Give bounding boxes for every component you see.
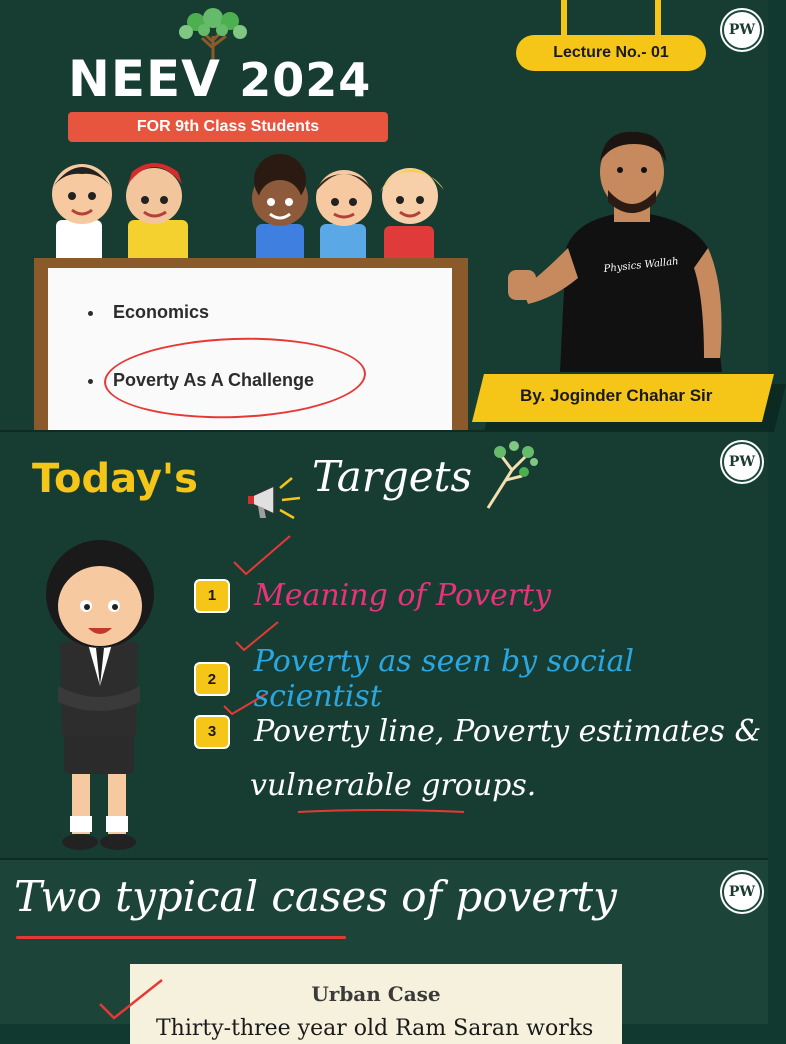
brand-name: NEEV xyxy=(68,50,221,108)
pw-logo: PW xyxy=(722,872,762,912)
topic-label: Poverty As A Challenge xyxy=(113,370,315,390)
kid-4 xyxy=(314,170,374,266)
target-number: 3 xyxy=(194,715,230,749)
brand-title xyxy=(68,50,371,108)
whiteboard xyxy=(34,258,468,432)
targets-slide xyxy=(0,432,768,860)
bullet-icon xyxy=(88,311,93,316)
author-name: By. Joginder Chahar Sir xyxy=(520,386,713,405)
target-item xyxy=(194,644,768,714)
todays-heading: Today's xyxy=(32,456,198,502)
kid-2 xyxy=(126,163,188,266)
title-slide xyxy=(0,0,768,432)
target-item xyxy=(194,578,551,613)
target-text: Poverty as seen by social scientist xyxy=(253,644,634,714)
hanger-right xyxy=(655,0,661,36)
checkmark-icon xyxy=(230,532,294,578)
megaphone-icon xyxy=(246,472,308,524)
teacher-photo xyxy=(508,128,732,372)
checkmark-icon xyxy=(96,978,166,1024)
whiteboard-surface xyxy=(48,268,452,432)
bullet-icon xyxy=(88,379,93,384)
topic-item xyxy=(88,302,209,323)
pw-logo: PW xyxy=(722,442,762,482)
hanger-left xyxy=(561,0,567,36)
target-text: Meaning of Poverty xyxy=(254,578,552,613)
sapling-icon xyxy=(478,440,540,510)
topic-label: Economics xyxy=(113,302,210,322)
shirt-logo: Physics Wallah xyxy=(603,256,680,275)
heading-underline xyxy=(16,936,346,939)
underline-annotation xyxy=(296,806,466,816)
target-text-continued: vulnerable groups. xyxy=(250,768,537,803)
kid-5 xyxy=(380,168,444,266)
targets-heading: Targets xyxy=(312,452,473,501)
case-text: Thirty-three year old Ram Saran works xyxy=(156,1016,594,1041)
boy-illustration xyxy=(32,536,168,858)
class-subtitle: FOR 9th Class Students xyxy=(68,112,388,142)
kids-illustration xyxy=(24,150,464,266)
urban-case-box xyxy=(130,964,622,1044)
pw-logo: PW xyxy=(722,10,762,50)
lecture-number-badge: Lecture No.- 01 xyxy=(516,35,706,71)
target-item xyxy=(194,714,761,749)
cases-slide xyxy=(0,860,768,1041)
target-number: 2 xyxy=(194,662,230,696)
annotation-circle xyxy=(103,333,368,422)
target-number: 1 xyxy=(194,579,230,613)
kid-1 xyxy=(52,164,112,266)
kid-3 xyxy=(252,154,308,266)
brand-year: 2024 xyxy=(239,53,372,107)
target-text: Poverty line, Poverty estimates & xyxy=(254,714,762,749)
cases-heading: Two typical cases of poverty xyxy=(14,872,617,921)
case-title: Urban Case xyxy=(311,982,441,1006)
